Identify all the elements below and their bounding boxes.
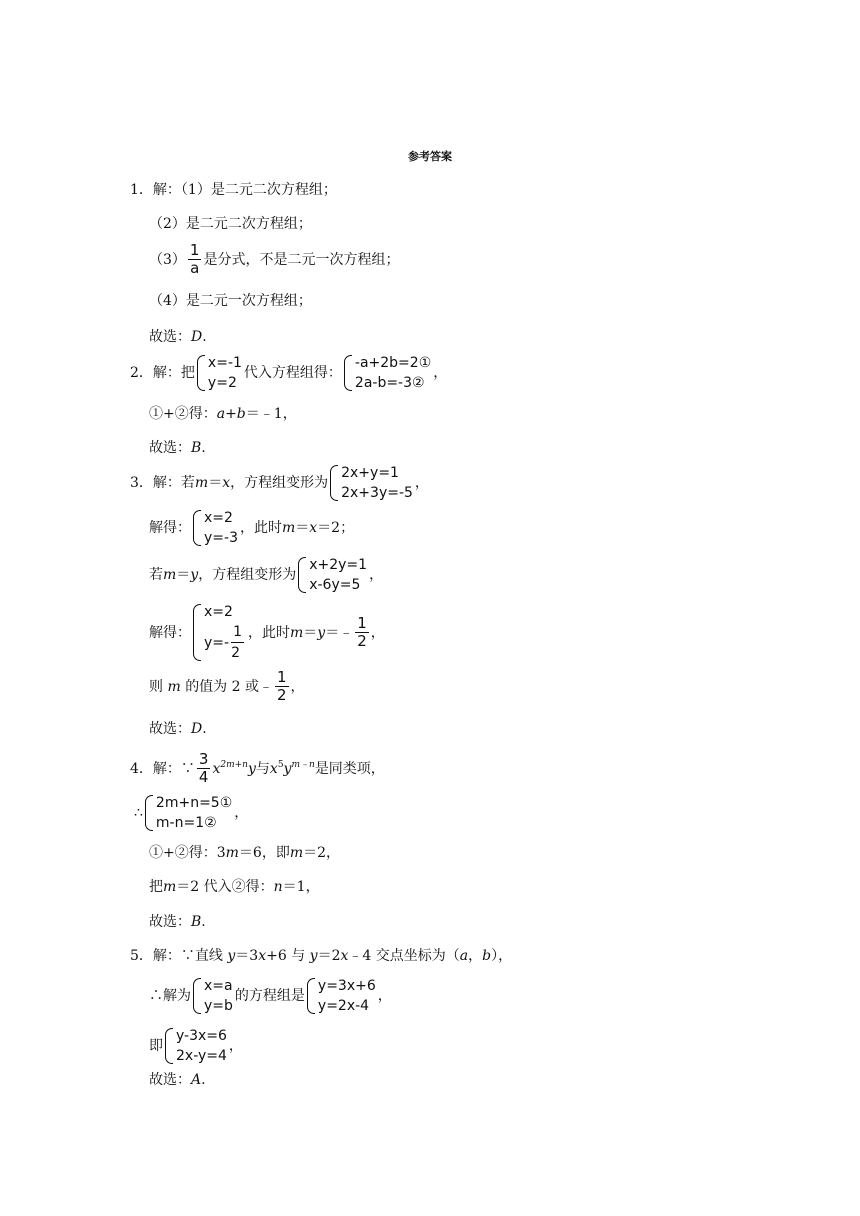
equation-system: x=a y=b	[193, 976, 233, 1016]
page-title: 参考答案	[408, 150, 452, 163]
fraction-one-half: $\frac{1}{2}$	[231, 624, 242, 661]
q2-line-1: 2．解：把 x=-1 y=2 代入方程组得： -a+2b=2① 2a-b=-3② ，	[130, 355, 448, 391]
equation-system: y-3x=6 2x-y=4	[165, 1026, 227, 1066]
q4-answer: 故选： B .	[149, 914, 206, 930]
fraction-three-quarters: $\frac{3}{4}$	[198, 750, 209, 786]
q1-line-4: （4）是二元一次方程组；	[149, 293, 312, 309]
equation-system: x=2 y=-3	[193, 508, 238, 548]
q4-line-1: 4．解：∵ $\frac{3}{4}$ x $^{2m+n}$ y 与 x $^5$ y $^{m﹣n}$ 是同类项，	[130, 750, 385, 786]
q2-answer: 故选： B .	[149, 440, 206, 456]
q1-answer: 故选： D .	[149, 329, 207, 345]
q3-line-3: 若 m ＝ y ，方程组变形为 x+2y=1 x-6y=5 ，	[149, 557, 384, 593]
q5-answer: 故选： A .	[149, 1072, 206, 1088]
equation-system: y=3x+6 y=2x-4	[307, 976, 376, 1016]
q5-line-3: 即 y-3x=6 2x-y=4 ，	[149, 1028, 243, 1064]
equation-system: x=2 y=- $\frac{1}{2}$	[193, 602, 246, 663]
equation-system: 2x+y=1 2x+3y=-5	[330, 463, 413, 503]
q5-line-2: ∴解为 x=a y=b 的方程组是 y=3x+6 y=2x-4 ，	[149, 978, 392, 1014]
equation-system: x=-1 y=2	[197, 353, 242, 393]
equation-system: -a+2b=2① 2a-b=-3②	[344, 353, 431, 393]
q1-line-1: 1．解：（1）是二元二次方程组；	[130, 182, 337, 198]
fraction-1-over-a: $\frac{1}{a}$	[189, 241, 200, 277]
q4-line-2: ∴ 2m+n=5① m-n=1② ，	[134, 795, 249, 831]
q3-line-4: 解得： x=2 y=- $\frac{1}{2}$ ，此时 m ＝ y ＝﹣ $\frac{1}{2}$ ，	[149, 604, 385, 661]
q2-line-2: ①+②得： a+b ＝﹣1，	[149, 406, 297, 422]
q4-line-4: 把 m ＝2 代入②得： n ＝1，	[149, 879, 320, 895]
q3-line-5: 则 m 的值为 2 或﹣ $\frac{1}{2}$ ，	[149, 668, 305, 704]
q1-line-3: （3） $\frac{1}{a}$ 是分式，不是二元一次方程组；	[149, 241, 400, 277]
q4-line-3: ①+②得：3 m ＝6，即 m ＝2，	[149, 845, 341, 861]
q3-line-1: 3．解：若 m ＝ x ，方程组变形为 2x+y=1 2x+3y=-5 ，	[130, 465, 429, 501]
equation-system: 2m+n=5① m-n=1②	[145, 793, 232, 833]
q1-line-2: （2）是二元二次方程组；	[149, 216, 312, 232]
q3-line-2: 解得： x=2 y=-3 ，此时 m ＝ x ＝2；	[149, 510, 355, 546]
fraction-one-half: $\frac{1}{2}$	[277, 668, 287, 704]
equation-system: x+2y=1 x-6y=5	[298, 555, 367, 595]
fraction-one-half: $\frac{1}{2}$	[357, 614, 367, 650]
q3-answer: 故选： D .	[149, 721, 207, 737]
q5-line-1: 5．解：∵直线 y ＝3 x +6 与 y ＝2 x ﹣4 交点坐标为（ a ， b ），	[130, 948, 513, 964]
